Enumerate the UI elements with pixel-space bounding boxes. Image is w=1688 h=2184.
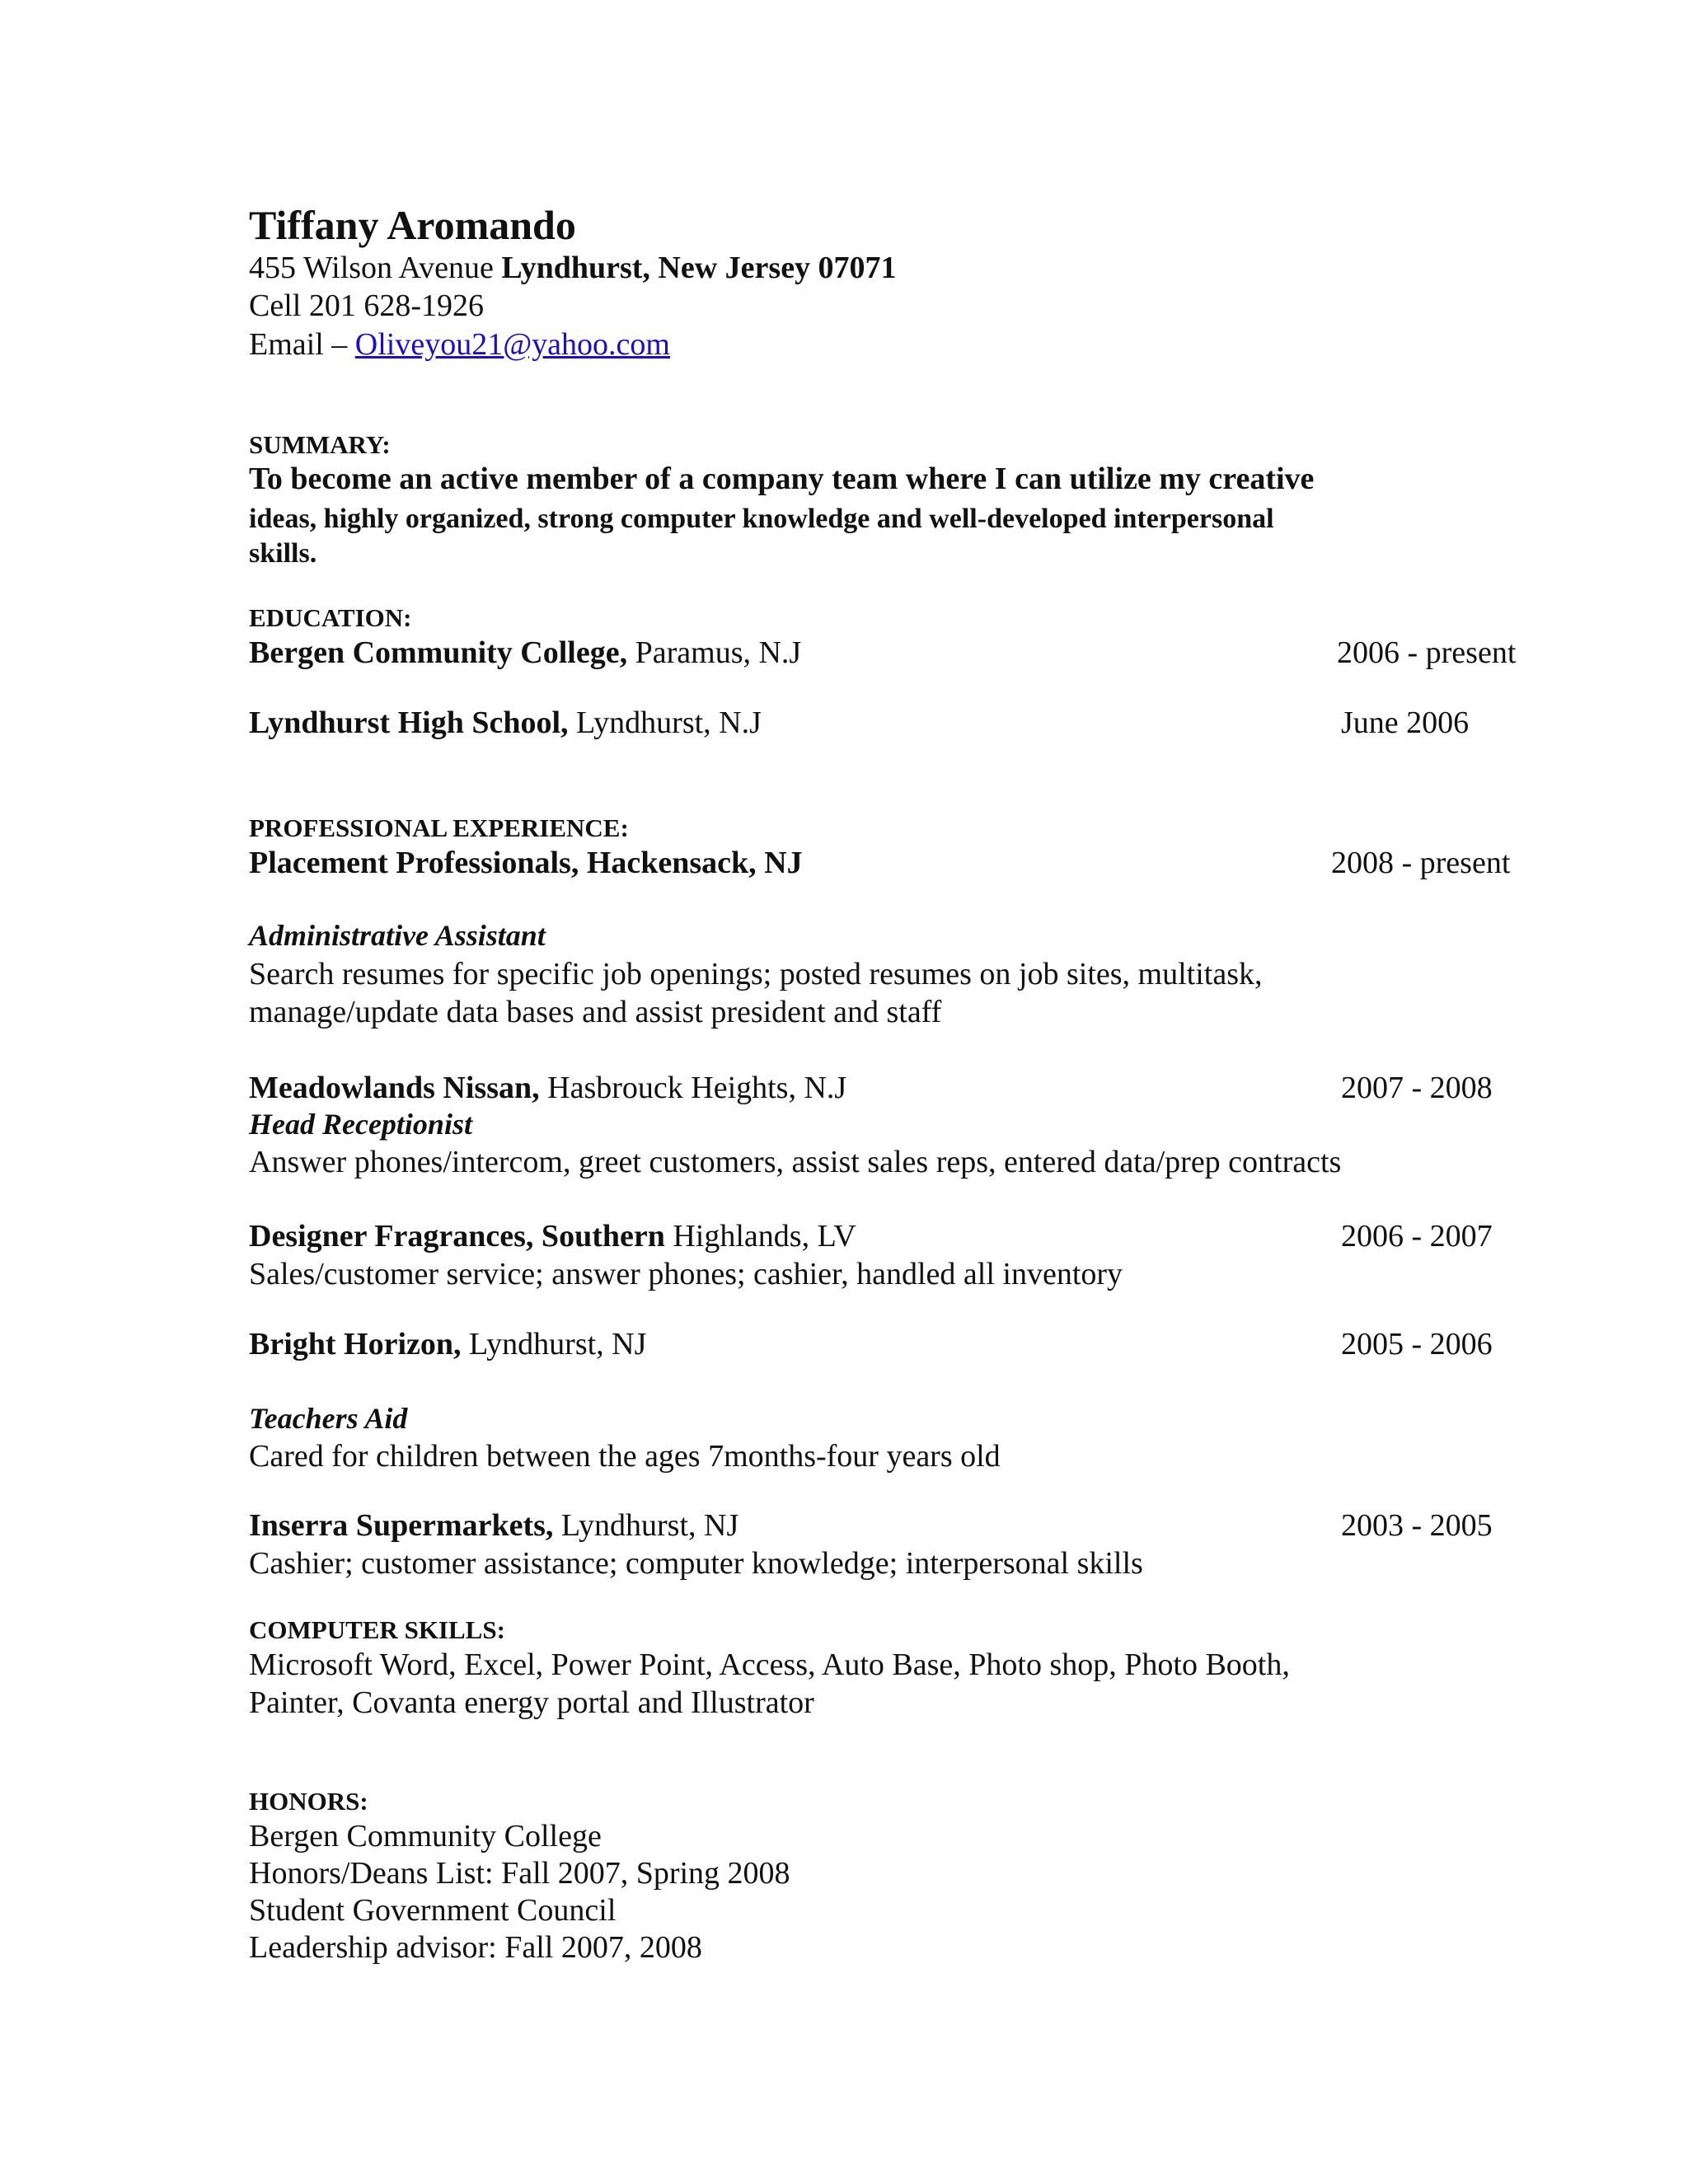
job-description: Sales/customer service; answer phones; cashier, handled all inventory [249, 1257, 1123, 1291]
employer-location: Hasbrouck Heights, N.J [547, 1071, 847, 1105]
job-description: Cared for children between the ages 7months-four years old [249, 1439, 1001, 1474]
honors-heading: HONORS: [249, 1787, 368, 1816]
employer-name: Placement Professionals, Hackensack, NJ [249, 846, 803, 880]
job-dates: 2007 - 2008 [1341, 1071, 1493, 1105]
job-dates: 2006 - 2007 [1341, 1219, 1493, 1254]
job-description: Search resumes for specific job openings; posted resumes on job sites, multitask, [249, 957, 1263, 991]
job-dates: 2005 - 2006 [1341, 1327, 1493, 1361]
cell-phone: Cell 201 628-1926 [249, 288, 484, 323]
job-description: Cashier; customer assistance; computer knowledge; interpersonal skills [249, 1546, 1143, 1581]
job-title: Head Receptionist [249, 1108, 472, 1141]
summary-line-1: To become an active member of a company team where I can utilize my creative [249, 462, 1315, 496]
employer-line [249, 1218, 856, 1256]
job-description: manage/update data bases and assist president and staff [249, 995, 942, 1029]
job-title: Administrative Assistant [249, 919, 546, 952]
experience-heading: PROFESSIONAL EXPERIENCE: [249, 813, 629, 842]
honors-line: Bergen Community College [249, 1819, 602, 1854]
employer-location: Highlands, LV [673, 1219, 856, 1254]
email-link[interactable]: Oliveyou21@yahoo.com [354, 327, 670, 362]
honors-line: Leadership advisor: Fall 2007, 2008 [249, 1930, 702, 1965]
employer-line [249, 1507, 738, 1545]
address-street: 455 Wilson Avenue [249, 251, 494, 285]
employer-name: Bright Horizon, [249, 1327, 462, 1361]
school-location: Lyndhurst, N.J [576, 705, 762, 740]
address-line [249, 250, 897, 288]
skills-line-2: Painter, Covanta energy portal and Illustrator [249, 1685, 814, 1720]
employer-location: Lyndhurst, NJ [560, 1508, 739, 1543]
employer-name: Designer Fragrances, Southern [249, 1219, 665, 1254]
skills-line-1: Microsoft Word, Excel, Power Point, Access, Auto Base, Photo shop, Photo Booth, [249, 1647, 1290, 1682]
employer-name: Meadowlands Nissan, [249, 1071, 540, 1105]
employer-location: Lyndhurst, NJ [469, 1327, 647, 1361]
job-dates: 2008 - present [1331, 846, 1511, 880]
address-city: Lyndhurst, New Jersey 07071 [501, 251, 897, 285]
applicant-name: Tiffany Aromando [249, 202, 576, 248]
job-title: Teachers Aid [249, 1402, 408, 1435]
education-dates: June 2006 [1341, 705, 1470, 740]
honors-line: Student Government Council [249, 1893, 617, 1928]
job-dates: 2003 - 2005 [1341, 1508, 1493, 1543]
school-location: Paramus, N.J [635, 635, 802, 670]
employer-line [249, 1070, 846, 1108]
employer-line [249, 1326, 646, 1364]
school-name: Bergen Community College, [249, 635, 628, 670]
job-description: Answer phones/intercom, greet customers, assist sales reps, entered data/prep contracts [249, 1145, 1342, 1179]
school-name: Lyndhurst High School, [249, 705, 569, 740]
summary-line-3: skills. [249, 538, 317, 569]
education-dates: 2006 - present [1337, 635, 1517, 670]
email-label: Email – [249, 327, 348, 362]
summary-line-2: ideas, highly organized, strong computer knowledge and well-developed interpersonal [249, 504, 1274, 534]
education-item [249, 705, 762, 743]
education-item [249, 635, 801, 673]
education-heading: EDUCATION: [249, 603, 412, 632]
skills-heading: COMPUTER SKILLS: [249, 1615, 505, 1644]
employer-name: Inserra Supermarkets, [249, 1508, 554, 1543]
honors-line: Honors/Deans List: Fall 2007, Spring 2008 [249, 1856, 790, 1891]
summary-heading: SUMMARY: [249, 430, 391, 459]
email-line [249, 326, 670, 364]
